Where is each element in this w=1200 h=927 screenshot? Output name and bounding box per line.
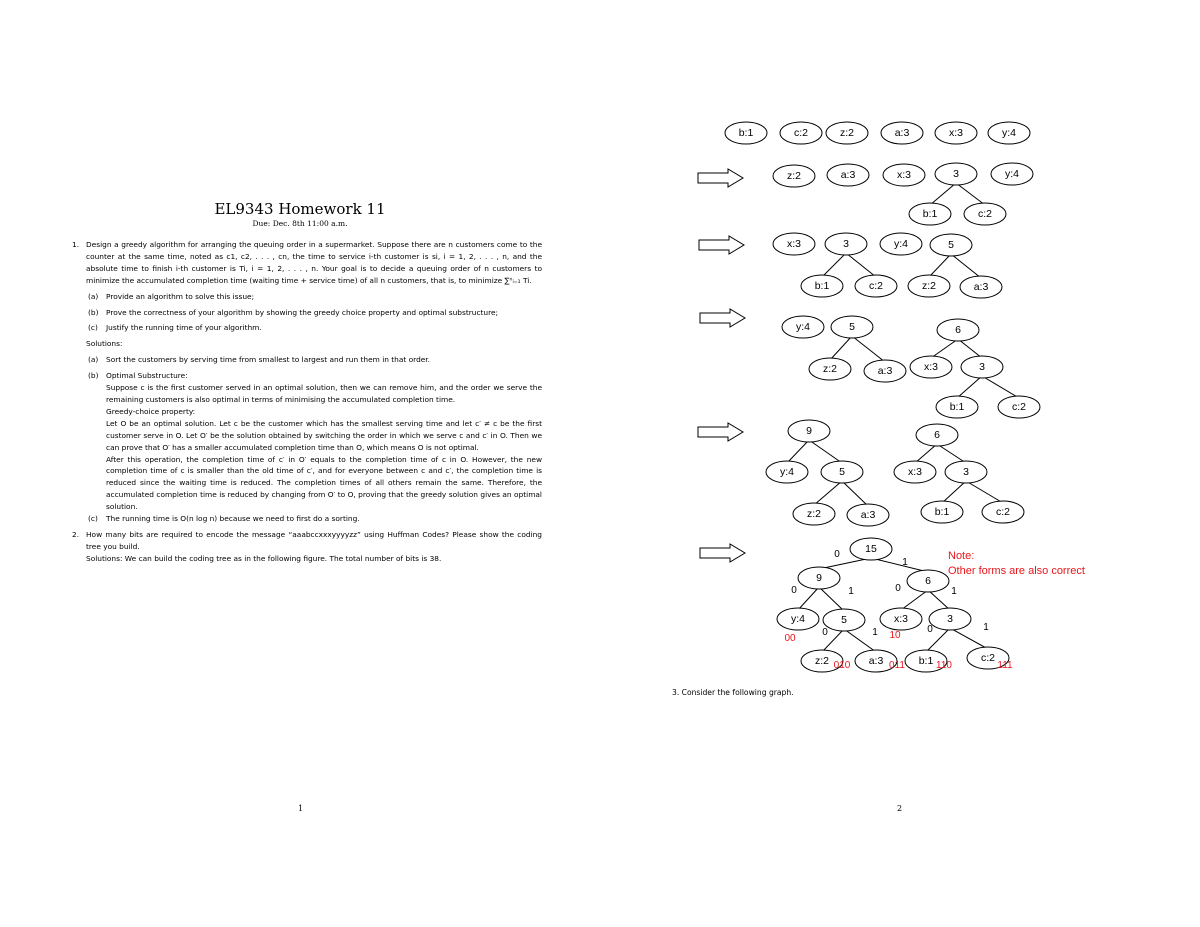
due-date: Due: Dec. 8th 11:00 a.m. xyxy=(252,219,348,228)
huffman-tree-figure xyxy=(600,0,1200,700)
solution-a xyxy=(72,354,542,366)
svg-text:z:2: z:2 xyxy=(921,280,937,292)
tree-node-c-2 xyxy=(780,122,822,144)
solution-a-label: (a) xyxy=(88,355,99,365)
tree-edge xyxy=(957,376,982,398)
svg-text:y:4: y:4 xyxy=(893,238,909,250)
edge-bit-label: 1 xyxy=(902,557,908,568)
tree-node-15 xyxy=(850,538,892,560)
tree-node-x-3 xyxy=(880,608,922,630)
tree-node-z-2 xyxy=(809,358,851,380)
tree-node-z-2 xyxy=(826,122,868,144)
solution-b-heading: Optimal Substructure: xyxy=(106,371,188,381)
svg-text:3: 3 xyxy=(979,361,985,373)
tree-node-3 xyxy=(935,163,977,185)
svg-text:c:2: c:2 xyxy=(980,652,996,664)
tree-node-5 xyxy=(823,609,865,631)
edge-bit-label: 0 xyxy=(791,585,797,596)
edge-bit-label: 0 xyxy=(822,627,828,638)
svg-text:6: 6 xyxy=(925,575,931,587)
codeword-010: 010 xyxy=(833,660,851,671)
page-number-2: 2 xyxy=(897,804,903,813)
tree-edge xyxy=(915,444,937,463)
svg-text:y:4: y:4 xyxy=(779,466,795,478)
svg-text:3: 3 xyxy=(963,466,969,478)
tree-node-3 xyxy=(945,461,987,483)
svg-text:z:2: z:2 xyxy=(814,655,830,667)
tree-edge xyxy=(931,339,958,358)
tree-node-6 xyxy=(916,424,958,446)
svg-text:b:1: b:1 xyxy=(738,127,754,139)
tree-node-a-3 xyxy=(847,504,889,526)
page-1-body xyxy=(72,239,542,565)
question-1b-text: Prove the correctness of your algorithm by showing the greedy choice property and optimal substructure; xyxy=(106,307,499,317)
tree-node-b-1 xyxy=(909,203,951,225)
edge-bit-label: 1 xyxy=(951,586,957,597)
question-1c-label: (c) xyxy=(88,323,98,333)
svg-text:5: 5 xyxy=(948,239,954,251)
svg-text:x:3: x:3 xyxy=(893,613,909,625)
codeword-110: 110 xyxy=(936,660,952,671)
tree-edge xyxy=(930,183,956,205)
svg-text:x:3: x:3 xyxy=(923,361,939,373)
tree-node-6 xyxy=(907,570,949,592)
tree-edge xyxy=(929,254,951,277)
svg-text:9: 9 xyxy=(806,425,812,437)
svg-text:x:3: x:3 xyxy=(786,238,802,250)
tree-node-y-4 xyxy=(988,122,1030,144)
tree-edge xyxy=(928,590,950,610)
tree-edge xyxy=(982,376,1019,398)
tree-node-5 xyxy=(831,316,873,338)
svg-text:6: 6 xyxy=(955,324,961,336)
codeword-00: 00 xyxy=(784,633,796,644)
question-1b xyxy=(72,307,542,319)
question-1-text: Design a greedy algorithm for arranging the queuing order in a supermarket. Suppose there are n customers come to the counter at the same time, noted as c1, c2, . . . , cn, the time to service i-th customer is si, i = 1, 2, . . . , n, and the absolute time to finish i-th customer is Ti, i = 1, 2, . . . , n. Your goal is to decide a queuing order of n customers to minimize the accumulated completion time (waiting time + service time) of all n customers, that is, to minimize ∑ⁿᵢ₌₁ Ti. xyxy=(86,240,542,285)
question-1a-label: (a) xyxy=(88,291,99,301)
question-1 xyxy=(72,239,542,287)
tree-node-a-3 xyxy=(827,164,869,186)
svg-text:c:2: c:2 xyxy=(995,506,1011,518)
solution-b xyxy=(72,370,542,382)
solutions-label: Solutions: xyxy=(86,339,123,349)
edge-bit-label: 0 xyxy=(834,549,840,560)
tree-node-y-4 xyxy=(766,461,808,483)
tree-node-b-1 xyxy=(801,275,843,297)
tree-edge xyxy=(871,558,928,572)
tree-node-a-3 xyxy=(881,122,923,144)
tree-node-b-1 xyxy=(936,396,978,418)
solution-b-greedy-proof: Let O be an optimal solution. Let c be the customer which has the smallest serving time and let c′ ≠ c be the first customer serve in O. Let O′ be the solution obtained by switching the order in which we serve c and c′ in O. Then we can prove that O′ has a smaller accumulated completion time than O, which means O is not optimal. xyxy=(106,418,542,452)
svg-text:b:1: b:1 xyxy=(949,401,965,413)
note-line-2: Other forms are also correct xyxy=(948,565,1085,577)
codeword-10: 10 xyxy=(889,630,901,641)
svg-text:5: 5 xyxy=(849,321,855,333)
svg-text:z:2: z:2 xyxy=(822,363,838,375)
solution-b-greedy-proof-2: After this operation, the completion time of c′ in O′ equals to the completion time of c in O. However, the new completion time of c is smaller than the old time of c′, and for everyone between c and c′, the completion time is reduced since the waiting time is reduced. The completion times of all others remain the same. Therefore, the accumulated completion time is reduced by changing from O′ to O, proving that the greedy solution gives an optimal solution. xyxy=(106,454,542,512)
solution-c-label: (c) xyxy=(88,514,98,524)
tree-edge xyxy=(822,253,846,277)
svg-text:b:1: b:1 xyxy=(934,506,950,518)
edge-bit-label: 1 xyxy=(848,586,854,597)
tree-node-b-1 xyxy=(921,501,963,523)
svg-text:a:3: a:3 xyxy=(868,655,884,667)
svg-text:5: 5 xyxy=(839,466,845,478)
svg-text:x:3: x:3 xyxy=(948,127,964,139)
tree-node-c-2 xyxy=(982,501,1024,523)
tree-edge xyxy=(819,587,844,611)
question-2-solution: Solutions: We can build the coding tree as in the following figure. The total number of bits is 38. xyxy=(86,553,442,563)
svg-text:x:3: x:3 xyxy=(907,466,923,478)
edge-bit-label: 0 xyxy=(927,624,933,635)
tree-node-x-3 xyxy=(894,461,936,483)
svg-text:9: 9 xyxy=(816,572,822,584)
tree-node-9 xyxy=(798,567,840,589)
tree-node-3 xyxy=(825,233,867,255)
tree-node-c-2 xyxy=(964,203,1006,225)
question-1c xyxy=(72,322,542,334)
svg-text:a:3: a:3 xyxy=(860,509,876,521)
question-2-text: How many bits are required to encode the message “aaabccxxxyyyyzz” using Huffman Codes? Please show the coding tree you build. xyxy=(86,529,542,551)
svg-text:5: 5 xyxy=(841,614,847,626)
tree-node-3 xyxy=(929,608,971,630)
edge-bit-label: 1 xyxy=(872,627,878,638)
tree-node-x-3 xyxy=(935,122,977,144)
tree-edge xyxy=(846,253,876,277)
tree-edge xyxy=(951,254,981,278)
svg-text:c:2: c:2 xyxy=(977,208,993,220)
question-2-number: 2. xyxy=(72,529,80,539)
codeword-011: 011 xyxy=(889,660,905,671)
solution-b-greedy-heading: Greedy-choice property: xyxy=(106,406,196,416)
tree-node-z-2 xyxy=(773,165,815,187)
svg-text:a:3: a:3 xyxy=(973,281,989,293)
tree-node-c-2 xyxy=(855,275,897,297)
tree-edge xyxy=(956,183,985,205)
question-3: 3. Consider the following graph. xyxy=(672,688,794,697)
tree-edge xyxy=(901,590,928,610)
svg-text:y:4: y:4 xyxy=(1001,127,1017,139)
step-arrow-icon xyxy=(700,309,745,327)
solution-b-label: (b) xyxy=(88,371,99,381)
note-line-1: Note: xyxy=(948,550,975,562)
tree-node-z-2 xyxy=(793,503,835,525)
question-2 xyxy=(72,529,542,553)
tree-edge xyxy=(809,440,842,463)
tree-edge xyxy=(958,339,982,358)
tree-node-5 xyxy=(821,461,863,483)
svg-text:y:4: y:4 xyxy=(790,613,806,625)
svg-text:y:4: y:4 xyxy=(795,321,811,333)
tree-edge xyxy=(942,481,966,503)
tree-node-y-4 xyxy=(991,163,1033,185)
solution-c-text: The running time is O(n log n) because we need to first do a sorting. xyxy=(106,514,360,524)
solution-b-optimal-substructure: Suppose c is the first customer served in an optimal solution, then we can remove him, and the order we serve the remaining customers is also optimal in terms of minimising the accumulated completion time. xyxy=(106,383,542,404)
svg-text:a:3: a:3 xyxy=(894,127,910,139)
svg-text:z:2: z:2 xyxy=(806,508,822,520)
solution-a-text: Sort the customers by serving time from smallest to largest and run them in that order. xyxy=(106,355,431,365)
svg-text:z:2: z:2 xyxy=(839,127,855,139)
step-arrow-icon xyxy=(698,423,743,441)
tree-edge xyxy=(937,444,966,463)
svg-text:c:2: c:2 xyxy=(793,127,809,139)
tree-edge xyxy=(844,629,876,652)
question-1c-text: Justify the running time of your algorithm. xyxy=(106,323,262,333)
tree-edge xyxy=(966,481,1003,503)
page-2 xyxy=(600,0,1200,927)
svg-text:b:1: b:1 xyxy=(922,208,938,220)
tree-node-3 xyxy=(961,356,1003,378)
step-arrow-icon xyxy=(698,169,743,187)
svg-text:a:3: a:3 xyxy=(877,365,893,377)
tree-node-5 xyxy=(930,234,972,256)
tree-edge xyxy=(830,336,852,360)
svg-text:3: 3 xyxy=(843,238,849,250)
step-arrows xyxy=(698,169,745,562)
svg-text:z:2: z:2 xyxy=(786,170,802,182)
page-number-1: 1 xyxy=(298,804,304,813)
svg-text:c:2: c:2 xyxy=(1011,401,1027,413)
tree-node-a-3 xyxy=(960,276,1002,298)
svg-text:x:3: x:3 xyxy=(896,169,912,181)
tree-edge xyxy=(787,440,809,463)
svg-text:3: 3 xyxy=(947,613,953,625)
edge-bit-label: 1 xyxy=(983,622,989,633)
edge-bit-label: 0 xyxy=(895,583,901,594)
question-1a-text: Provide an algorithm to solve this issue; xyxy=(106,291,255,301)
solution-c xyxy=(72,513,542,525)
tree-node-x-3 xyxy=(910,356,952,378)
homework-title: EL9343 Homework 11 xyxy=(214,200,386,218)
tree-edge xyxy=(814,481,842,505)
question-1a xyxy=(72,291,542,303)
step-arrow-icon xyxy=(700,544,745,562)
tree-node-y-4 xyxy=(777,608,819,630)
tree-edge xyxy=(852,336,885,362)
svg-text:c:2: c:2 xyxy=(868,280,884,292)
tree-nodes xyxy=(725,122,1040,672)
svg-text:15: 15 xyxy=(865,543,877,555)
tree-edge xyxy=(798,587,819,610)
tree-node-x-3 xyxy=(883,164,925,186)
codeword-111: 111 xyxy=(997,660,1013,671)
svg-text:b:1: b:1 xyxy=(918,655,934,667)
svg-text:y:4: y:4 xyxy=(1004,168,1020,180)
tree-node-9 xyxy=(788,420,830,442)
step-arrow-icon xyxy=(699,236,744,254)
tree-node-y-4 xyxy=(880,233,922,255)
tree-node-6 xyxy=(937,319,979,341)
question-1-number: 1. xyxy=(72,240,80,249)
tree-edge xyxy=(842,481,868,506)
tree-node-a-3 xyxy=(864,360,906,382)
question-1b-label: (b) xyxy=(88,307,99,317)
svg-text:6: 6 xyxy=(934,429,940,441)
svg-text:3: 3 xyxy=(953,168,959,180)
tree-node-b-1 xyxy=(725,122,767,144)
tree-node-z-2 xyxy=(908,275,950,297)
tree-node-x-3 xyxy=(773,233,815,255)
svg-text:a:3: a:3 xyxy=(840,169,856,181)
tree-node-y-4 xyxy=(782,316,824,338)
tree-node-c-2 xyxy=(998,396,1040,418)
svg-text:b:1: b:1 xyxy=(814,280,830,292)
